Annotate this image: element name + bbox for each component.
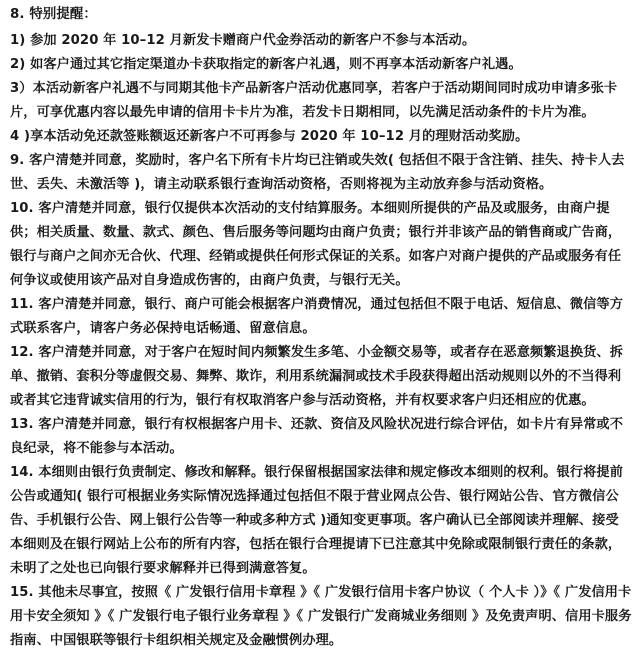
clause-9: 9. 客户清楚并同意，奖励时，客户名下所有卡片均已注销或失效( 包括但不限于含注销、挂失、持卡人去世、丢失、未激活等 )，请主动联系银行查询活动资格，否则将视为主动放弃参与活动资格。 — [10, 153, 625, 192]
clause-4: 4 )享本活动免还款签账额返还新客户不可再参与 2020 年 10–12 月的理财活动奖励。 — [10, 129, 529, 144]
clause-10: 10. 客户清楚并同意，银行仅提供本次活动的支付结算服务。本细则所提供的产品及或服务，由商户提供；相关质量、数量、款式、颜色、售后服务等问题均由商户负责；银行并非该产品的销售商或广告商，银行与商户之间亦无合伙、代理、经销或提供任何形式保证的关系。如客户对商户提供的产品或服务有任何争议或使用该产品对自身造成伤害的，由商户负责，与银行无关。 — [10, 201, 622, 288]
clause-11: 11. 客户清楚并同意，银行、商户可能会根据客户消费情况，通过包括但不限于电话、短信息、微信等方式联系客户，请客户务必保持电话畅通、留意信息。 — [10, 297, 623, 336]
clause-1: 1) 参加 2020 年 10–12 月新发卡赠商户代金券活动的新客户不参与本活动。 — [10, 33, 476, 48]
clause-2: 2) 如客户通过其它指定渠道办卡获取指定的新客户礼遇，则不再享本活动新客户礼遇。 — [10, 57, 522, 72]
clause-12: 12. 客户清楚并同意，对于客户在短时间内频繁发生多笔、小金额交易等，或者存在恶意频繁退换货、拆单、撤销、套积分等虚假交易、舞弊、欺诈，利用系统漏洞或技术手段获得超出活动规则以外的不当得利或者其它违背诚实信用的行为，银行有权取消客户参与活动资格，并有权要求客户归还相应的优惠。 — [10, 345, 623, 408]
clause-13: 13. 客户清楚并同意，银行有权根据客户用卡、还款、资信及风险状况进行综合评估，如卡片有异常或不良纪录，将不能参与本活动。 — [10, 417, 623, 456]
section-heading: 8. 特别提醒： — [10, 7, 97, 22]
clause-3: 3）本活动新客户礼遇不与同期其他卡产品新客户活动优惠同享，若客户于活动期间同时成功申请多张卡片，可享优惠内容以最先申请的信用卡卡片为准，若发卡日期相同，以先满足活动条件的卡片为准。 — [10, 81, 618, 120]
clause-14: 14. 本细则由银行负责制定、修改和解释。银行保留根据国家法律和规定修改本细则的权利。银行将提前公告或通知( 银行可根据业务实际情况选择通过包括但不限于营业网点公告、银行网站公告、官方微信公告、手机银行公告、网上银行公告等一种或多种方式 )通知变更事项。客户确认已全部阅读并理解、接受本细则及在银行网站上公布的所有内容，包括在银行合理提请下已注意其中免除或限制银行责任的条款，未明了之处也已向银行要求解释并已得到满意答复。 — [10, 465, 623, 576]
clause-15: 15. 其他未尽事宜，按照《 广发银行信用卡章程 》《 广发银行信用卡客户协议（ 个人卡 ）》《 广发信用卡用卡安全须知 》《 广发银行电子银行业务章程 》《 广发银行广发商城业务细则 》及免责声明、信用卡服务指南、中国银联等银行卡组织相关规定及金融惯例办理。 — [10, 585, 632, 648]
